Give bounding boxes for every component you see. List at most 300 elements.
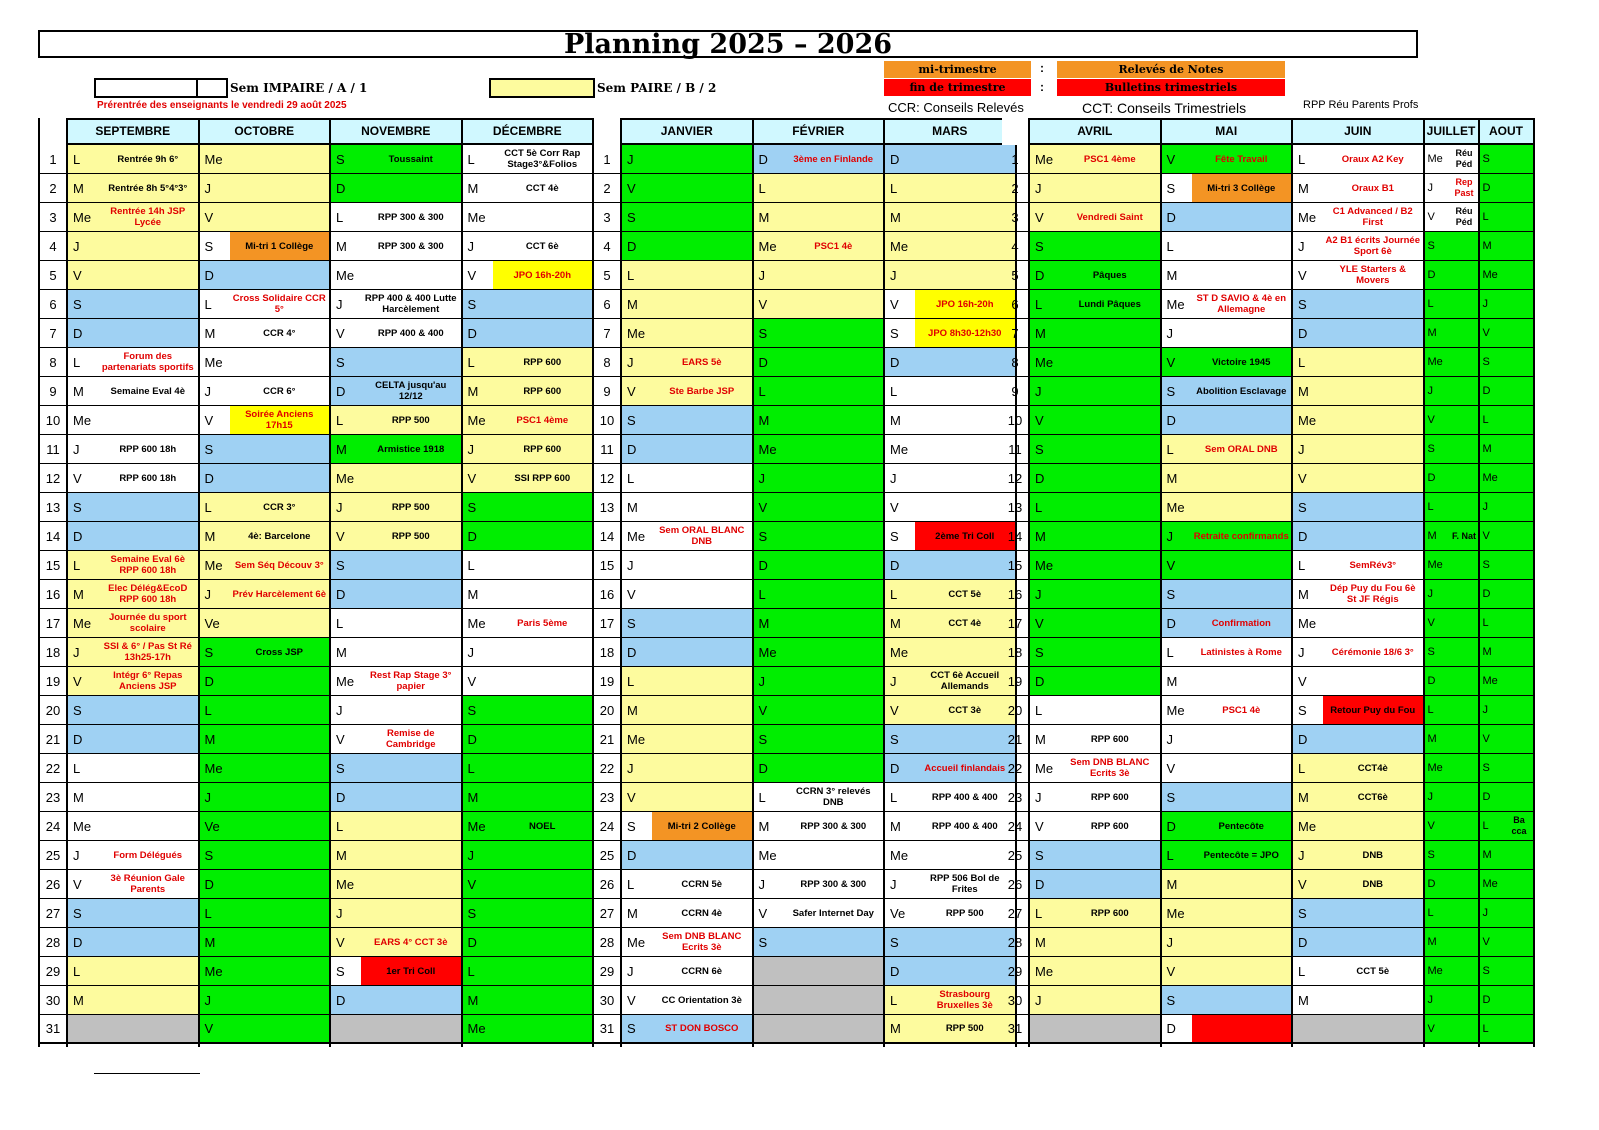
day-cell (463, 377, 593, 406)
day-cell (200, 696, 330, 725)
weekday-label: L (467, 354, 475, 370)
day-number-column (594, 118, 622, 1047)
day-cell (463, 261, 593, 290)
weekday-label: Me (1482, 472, 1498, 484)
weekday-label: L (336, 209, 344, 225)
day-cell (1425, 232, 1478, 261)
weekday-label: Ve (204, 615, 220, 631)
weekday-label: V (1482, 530, 1490, 542)
day-number: 6 (594, 290, 620, 319)
weekday-label: S (1427, 443, 1435, 455)
weekday-label: Me (1035, 151, 1054, 167)
month-header: OCTOBRE (200, 118, 330, 145)
day-cell (1293, 870, 1423, 899)
day-cell (1425, 174, 1478, 203)
day-cell (463, 870, 593, 899)
month-column-mars (885, 118, 1017, 1047)
weekday-label: V (1298, 470, 1307, 486)
weekday-label: Me (336, 267, 355, 283)
weekday-label: Me (467, 1021, 486, 1036)
day-cell (754, 812, 884, 841)
day-cell (754, 319, 884, 348)
weekday-label: L (1035, 499, 1043, 515)
day-cell (1480, 406, 1533, 435)
event-label: NOEL (529, 820, 556, 832)
weekday-label: Me (467, 818, 486, 834)
weekday-label: J (1427, 791, 1433, 803)
day-number: 3 (1002, 203, 1028, 232)
month-column-octobre (200, 118, 332, 1047)
day-cell (622, 203, 752, 232)
weekday-label: J (758, 267, 765, 283)
day-cell (754, 348, 884, 377)
event-label: 4è: Barcelone (248, 530, 311, 542)
weekday-label: D (336, 992, 346, 1008)
day-cell (1030, 522, 1160, 551)
weekday-label: S (1035, 238, 1044, 254)
day-cell (1162, 464, 1292, 493)
weekday-label: M (890, 412, 901, 428)
weekday-label: Me (1166, 296, 1185, 312)
weekday-label: L (627, 876, 635, 892)
event-label: RPP 400 & 400 Lutte Harcèlement (364, 293, 457, 315)
weekday-label: Me (1427, 762, 1443, 774)
day-number: 26 (594, 870, 620, 899)
day-cell (68, 261, 198, 290)
month-header: JUIN (1293, 118, 1423, 145)
day-cell (1480, 261, 1533, 290)
day-cell (200, 609, 330, 638)
day-cell (1425, 754, 1478, 783)
day-cell (885, 957, 1015, 986)
day-number: 21 (40, 725, 66, 754)
event-label: Sem Séq Découv 3° (234, 559, 324, 571)
day-cell (622, 145, 752, 174)
event-label: A2 B1 écrits Journée Sport 6è (1325, 235, 1420, 257)
day-cell (1293, 696, 1423, 725)
weekday-label: Me (890, 847, 909, 863)
day-cell (1480, 957, 1533, 986)
day-cell (1480, 638, 1533, 667)
day-cell (622, 812, 752, 841)
event-label: CCT6è (1357, 791, 1388, 803)
day-number: 23 (40, 783, 66, 812)
weekday-label: L (467, 760, 475, 776)
legend-cct: CCT: Conseils Trimestriels (1082, 100, 1247, 116)
odd-week-swatch (94, 78, 198, 98)
day-cell (1425, 145, 1478, 174)
weekday-label: S (1427, 646, 1435, 658)
weekday-label: S (1035, 847, 1044, 863)
weekday-label: D (1035, 876, 1045, 892)
day-cell (1480, 783, 1533, 812)
day-cell (885, 986, 1015, 1015)
weekday-label: M (73, 180, 84, 196)
weekday-label: Me (627, 731, 646, 747)
weekday-label: D (1427, 878, 1436, 890)
day-cell (1030, 435, 1160, 464)
day-cell (1162, 870, 1292, 899)
prerentree-note: Prérentrée des enseignants le vendredi 29 août 2025 (97, 100, 347, 111)
day-cell (200, 261, 330, 290)
day-cell (1480, 464, 1533, 493)
even-week-label: Sem PAIRE / B / 2 (597, 81, 717, 95)
day-cell (331, 986, 461, 1015)
day-cell (754, 667, 884, 696)
day-cell (463, 725, 593, 754)
weekday-label: J (467, 238, 474, 254)
weekday-label: J (336, 702, 343, 718)
day-cell (331, 609, 461, 638)
weekday-label: M (204, 528, 216, 544)
day-cell (200, 725, 330, 754)
day-cell (885, 1015, 1015, 1044)
day-cell (68, 145, 198, 174)
day-cell (1480, 348, 1533, 377)
day-cell (1030, 725, 1160, 754)
day-number-column (40, 118, 68, 1047)
weekday-label: J (1035, 586, 1042, 602)
weekday-label: D (1162, 1015, 1192, 1042)
event-label: RPP 506 Bol de Frites (929, 873, 1000, 895)
event-label: RPP 600 (1090, 820, 1129, 832)
day-cell (68, 899, 198, 928)
day-cell (331, 145, 461, 174)
month-header: MARS (885, 118, 1015, 145)
event-label: 2ème Tri Coll (935, 530, 995, 542)
weekday-label: M (467, 586, 479, 602)
odd-week-swatch-small (198, 78, 228, 98)
day-cell (68, 580, 198, 609)
day-number: 20 (594, 696, 620, 725)
weekday-label: S (1166, 586, 1176, 602)
day-cell (68, 435, 198, 464)
day-cell (1162, 348, 1292, 377)
weekday-label: M (467, 180, 479, 196)
event-label: RPP 500 (945, 1023, 984, 1034)
event-label: RPP 500 (391, 414, 430, 426)
day-number: 19 (594, 667, 620, 696)
event-label: Oraux B1 (1351, 182, 1394, 194)
day-cell (331, 696, 461, 725)
event-label: Pentecôte (1218, 820, 1264, 832)
day-cell (1480, 203, 1533, 232)
day-number: 23 (594, 783, 620, 812)
weekday-label: D (890, 151, 900, 167)
day-cell (885, 783, 1015, 812)
weekday-label: J (467, 644, 474, 660)
day-cell (754, 609, 884, 638)
page-title: Planning 2025 – 2026 (38, 30, 1418, 58)
weekday-label: V (890, 702, 899, 718)
weekday-label: M (1035, 528, 1046, 544)
day-cell (1162, 754, 1292, 783)
weekday-label: L (1482, 617, 1489, 629)
event-label: CCT4è (1357, 762, 1388, 774)
day-cell (622, 957, 752, 986)
day-cell (463, 406, 593, 435)
event-label: CCT 4è (525, 182, 559, 194)
day-cell (1293, 899, 1423, 928)
weekday-label: D (758, 557, 768, 573)
weekday-label: S (1035, 644, 1044, 660)
day-cell (622, 609, 752, 638)
day-cell (200, 1015, 330, 1044)
day-cell (885, 406, 1015, 435)
day-cell (885, 522, 1015, 551)
day-number: 29 (40, 957, 66, 986)
day-cell (754, 957, 884, 986)
weekday-label: S (890, 934, 899, 950)
month-column-juillet (1425, 118, 1480, 1047)
day-cell (1030, 754, 1160, 783)
day-number: 18 (594, 638, 620, 667)
day-number: 30 (40, 986, 66, 1015)
day-cell (200, 754, 330, 783)
day-cell (754, 870, 884, 899)
day-cell (1293, 377, 1423, 406)
weekday-label: L (336, 818, 344, 834)
weekday-label: Me (890, 644, 909, 660)
event-label: Paris 5ème (517, 617, 568, 629)
day-cell (1425, 261, 1478, 290)
day-cell (331, 551, 461, 580)
weekday-label: Me (73, 412, 92, 428)
event-label: CC Orientation 3è (661, 994, 742, 1006)
weekday-label: D (204, 267, 214, 283)
day-cell (754, 145, 884, 174)
day-number: 4 (594, 232, 620, 261)
event-label: Toussaint (388, 153, 433, 165)
day-cell (1425, 841, 1478, 870)
day-cell (68, 464, 198, 493)
weekday-label: Me (1427, 559, 1443, 571)
weekday-label: S (627, 615, 636, 631)
weekday-label: D (1482, 182, 1491, 194)
day-cell (1162, 377, 1292, 406)
day-cell (754, 841, 884, 870)
calendar-block-sep-dec (38, 118, 594, 1047)
weekday-label: M (73, 586, 84, 602)
day-cell (622, 841, 752, 870)
weekday-label: J (1427, 588, 1433, 600)
weekday-label: D (1298, 731, 1308, 747)
day-cell (463, 928, 593, 957)
day-cell (622, 928, 752, 957)
day-cell (885, 261, 1015, 290)
day-cell (68, 957, 198, 986)
weekday-label: L (1166, 847, 1174, 863)
weekday-label: J (1298, 441, 1305, 457)
day-number: 13 (40, 493, 66, 522)
weekday-label: M (1298, 180, 1309, 196)
day-cell (1425, 319, 1478, 348)
day-number: 5 (40, 261, 66, 290)
event-label: Cross Solidaire CCR 5° (232, 293, 326, 315)
weekday-label: M (1427, 936, 1437, 948)
day-cell (1480, 986, 1533, 1015)
weekday-label: J (627, 760, 634, 776)
weekday-label: D (1166, 818, 1176, 834)
weekday-label: M (1427, 530, 1437, 542)
weekday-label: V (1298, 267, 1307, 283)
day-cell (622, 870, 752, 899)
day-cell (200, 406, 330, 435)
legend-bulletins: Bulletins trimestriels (1057, 79, 1285, 96)
day-cell (754, 551, 884, 580)
day-cell (463, 551, 593, 580)
weekday-label: Me (204, 557, 223, 573)
day-cell (1030, 928, 1160, 957)
day-cell (200, 493, 330, 522)
day-number: 6 (1002, 290, 1028, 319)
weekday-label: J (890, 876, 897, 892)
day-cell (885, 667, 1015, 696)
weekday-label: S (1427, 849, 1435, 861)
day-number: 15 (1002, 551, 1028, 580)
event-label: Ste Barbe JSP (669, 385, 735, 397)
weekday-label: S (336, 354, 345, 370)
day-cell (754, 754, 884, 783)
event-label: Lundi Pâques (1078, 298, 1141, 310)
weekday-label: L (1298, 354, 1306, 370)
day-cell (622, 1015, 752, 1044)
day-cell (1480, 319, 1533, 348)
weekday-label: V (1166, 151, 1176, 167)
event-label: Forum des partenariats sportifs (101, 351, 194, 373)
weekday-label: S (73, 702, 82, 718)
day-number: 15 (40, 551, 66, 580)
weekday-label: V (885, 290, 915, 318)
day-cell (754, 203, 884, 232)
day-cell (1293, 580, 1423, 609)
event-label: Elec Délég&EcoD RPP 600 18h (108, 583, 188, 605)
weekday-label: L (627, 267, 635, 283)
month-header: SEPTEMBRE (68, 118, 198, 145)
weekday-label: V (758, 905, 768, 921)
day-cell (463, 174, 593, 203)
month-header: AVRIL (1030, 118, 1160, 145)
event-label: EARS 5è (681, 356, 722, 368)
weekday-label: Me (73, 615, 92, 631)
day-cell (1425, 870, 1478, 899)
weekday-label: J (336, 499, 343, 515)
weekday-label: J (1166, 325, 1173, 341)
weekday-label: Me (1298, 209, 1317, 225)
even-week-swatch (489, 78, 595, 98)
event-label: Vendredi Saint (1076, 211, 1143, 223)
day-cell (885, 638, 1015, 667)
weekday-label: M (1298, 789, 1309, 805)
day-cell (754, 406, 884, 435)
day-cell (1030, 464, 1160, 493)
weekday-label: L (1035, 905, 1043, 921)
day-cell (754, 464, 884, 493)
weekday-label: D (1427, 269, 1436, 281)
day-cell (463, 493, 593, 522)
day-cell (1293, 609, 1423, 638)
day-number: 7 (594, 319, 620, 348)
weekday-label: V (1166, 963, 1176, 979)
weekday-label: Me (758, 644, 777, 660)
day-cell (1425, 928, 1478, 957)
day-number-header (594, 118, 620, 145)
day-number: 9 (40, 377, 66, 406)
weekday-label: M (1298, 992, 1309, 1008)
weekday-label: S (1162, 174, 1192, 202)
event-label: Journée du sport scolaire (108, 612, 187, 634)
day-cell (1030, 696, 1160, 725)
day-cell (622, 899, 752, 928)
day-number: 10 (1002, 406, 1028, 435)
day-cell (1425, 348, 1478, 377)
event-label: RPP 600 (523, 443, 562, 455)
day-cell (331, 841, 461, 870)
day-number: 31 (594, 1015, 620, 1044)
day-cell (1293, 783, 1423, 812)
weekday-label: M (204, 934, 216, 950)
weekday-label: V (1482, 733, 1490, 745)
legend-rpp: RPP Réu Parents Profs (1303, 99, 1419, 111)
day-cell (1293, 725, 1423, 754)
weekday-label: L (1166, 238, 1174, 254)
event-label: CCR 3° (263, 501, 296, 513)
weekday-label: S (331, 957, 361, 985)
day-cell (200, 812, 330, 841)
weekday-label: J (73, 847, 80, 863)
day-cell (1480, 493, 1533, 522)
event-label: PSC1 4ème (516, 414, 569, 426)
weekday-label: D (336, 383, 346, 399)
weekday-label: D (467, 528, 477, 544)
day-cell (885, 580, 1015, 609)
day-cell (1293, 1015, 1423, 1044)
day-cell (1425, 638, 1478, 667)
weekday-label: V (1035, 818, 1044, 834)
day-number: 2 (1002, 174, 1028, 203)
weekday-label: Me (336, 470, 355, 486)
day-number: 30 (1002, 986, 1028, 1015)
weekday-label: S (1482, 153, 1490, 165)
day-cell (200, 319, 330, 348)
day-cell (1425, 783, 1478, 812)
day-cell (1162, 551, 1292, 580)
weekday-label: V (204, 1021, 214, 1036)
day-cell (1162, 899, 1292, 928)
weekday-label: J (336, 296, 343, 312)
day-cell (1480, 725, 1533, 754)
day-cell (331, 174, 461, 203)
day-cell (463, 957, 593, 986)
day-cell (1293, 928, 1423, 957)
weekday-label: M (1427, 327, 1437, 339)
weekday-label: V (336, 731, 345, 747)
weekday-label: J (890, 267, 897, 283)
day-cell (200, 348, 330, 377)
weekday-label: M (204, 325, 216, 341)
day-number-header (40, 118, 66, 145)
event-label: RPP 400 & 400 (931, 820, 998, 832)
day-cell (1293, 406, 1423, 435)
day-cell (200, 986, 330, 1015)
day-cell (885, 870, 1015, 899)
weekday-label: M (890, 818, 901, 834)
weekday-label: J (1166, 934, 1173, 950)
weekday-label: D (1427, 675, 1436, 687)
day-cell (1293, 493, 1423, 522)
weekday-label: J (1298, 644, 1305, 660)
weekday-label: M (336, 441, 347, 457)
